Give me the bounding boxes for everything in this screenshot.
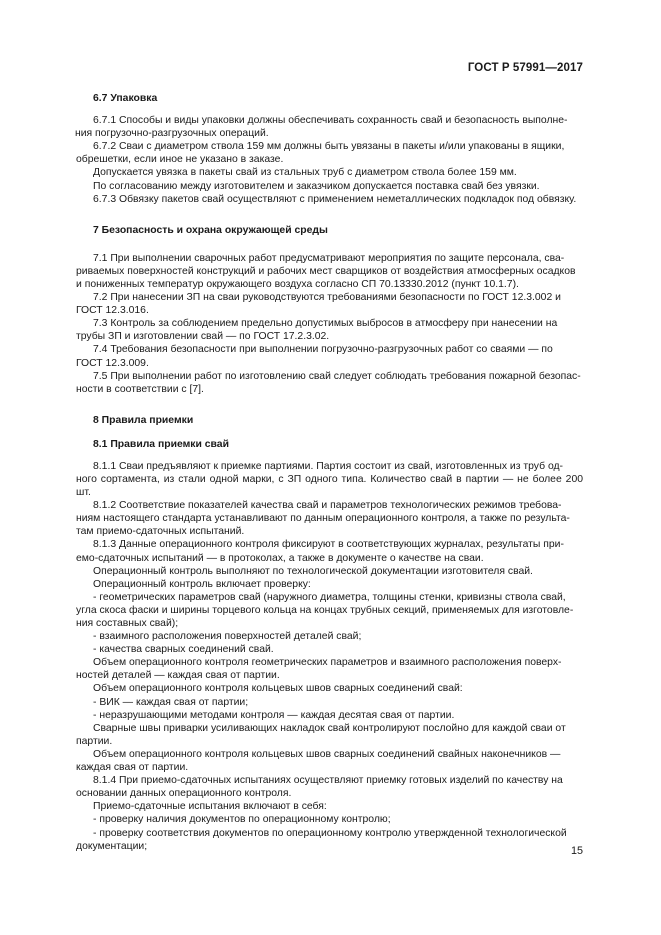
para-line: - проверку соответствия документов по операционному контролю утвержденной технологической bbox=[93, 827, 567, 839]
para-line: ного сортамента, из стали одной марки, с ЗП одного типа. Количество свай в партии — не более 200 шт. bbox=[76, 473, 583, 499]
para-line: ния составных свай); bbox=[76, 618, 179, 629]
para-line: 8.1.4 При приемо-сдаточных испытаниях осуществляют приемку готовых изделий по качеству на bbox=[93, 775, 563, 787]
para-line: 8.1.3 Данные операционного контроля фиксируют в соответствующих журналах, результаты при- bbox=[93, 539, 564, 551]
para-line: 7.1 При выполнении сварочных работ предусматривают мероприятия по защите персонала, сва- bbox=[93, 252, 565, 264]
para-line: 7.4 Требования безопасности при выполнении погрузочно-разгрузочных работ со сваями — по bbox=[93, 344, 553, 356]
section-7-heading: 7 Безопасность и охрана окружающей среды bbox=[93, 224, 328, 236]
para-line: партии. bbox=[76, 735, 113, 747]
para-line: ностей деталей — каждая свая от партии. bbox=[76, 670, 280, 682]
para-line: 8.1.2 Соответствие показателей качества свай и параметров технологических режимов требова- bbox=[93, 500, 562, 512]
para-line: обрешетки, если иное не указано в заказе. bbox=[76, 154, 284, 166]
para-line: Приемо-сдаточные испытания включают в себя: bbox=[93, 801, 327, 813]
para-line bbox=[76, 114, 583, 127]
para-line: 7.3 Контроль за соблюдением предельно допустимых выбросов в атмосферу при нанесении на bbox=[93, 318, 558, 330]
para-line: - проверку наличия документов по операционному контролю; bbox=[93, 814, 391, 826]
para-line: ния погрузочно-разгрузочных операций. bbox=[75, 128, 269, 140]
para-line: По согласованию между изготовителем и заказчиком допускается поставка свай без увязки. bbox=[93, 180, 540, 192]
para-line: ниям настоящего стандарта устанавливают по данным операционного контроля, а также по результа- bbox=[76, 513, 570, 525]
para-line: ГОСТ 12.3.016. bbox=[76, 305, 149, 317]
section-6-7-heading: 6.7 Упаковка bbox=[93, 93, 158, 104]
para-line: 6.7.2 Сваи с диаметром ствола 159 мм должны быть увязаны в пакеты и/или упакованы в ящики, bbox=[93, 141, 565, 153]
para-line: - неразрушающими методами контроля — каждая десятая свая от партии. bbox=[93, 709, 455, 721]
para-line: Объем операционного контроля геометрических параметров и взаимного расположения поверх- bbox=[93, 657, 562, 669]
para-line: Объем операционного контроля кольцевых швов сварных соединений свайных наконечников — bbox=[93, 748, 561, 760]
para-line: - геометрических параметров свай (наружного диаметра, толщины стенки, кривизны ствола свай, bbox=[93, 591, 566, 603]
para-line: документации; bbox=[76, 840, 148, 852]
document-body bbox=[76, 92, 583, 853]
para-line: основании данных операционного контроля. bbox=[76, 788, 292, 800]
para-line: Операционный контроль выполняют по технологической документации изготовителя свай. bbox=[93, 565, 533, 577]
para-line: Объем операционного контроля кольцевых швов сварных соединений свай: bbox=[93, 683, 463, 695]
text: 6.7.1 Способы и виды упаковки должны обеспечивать сохранность свай и безопасность выполне- bbox=[93, 115, 568, 127]
para-line: 6.7.3 Обвязку пакетов свай осуществляют с применением неметаллических подкладок под обвязку. bbox=[93, 193, 577, 205]
para-line: там приемо-сдаточных испытаний. bbox=[76, 526, 245, 538]
para-line: ГОСТ 12.3.009. bbox=[76, 357, 149, 369]
para-line: Операционный контроль включает проверку: bbox=[93, 578, 311, 590]
para-line: ности в соответствии с [7]. bbox=[76, 383, 204, 395]
section-8-1-heading: 8.1 Правила приемки свай bbox=[93, 438, 229, 450]
page-number: 15 bbox=[570, 845, 583, 857]
para-line: Сварные швы приварки усиливающих накладок свай контролируют послойно для каждой сваи от bbox=[93, 722, 566, 734]
para-line: 7.5 При выполнении работ по изготовлению свай следует соблюдать требования пожарной безопас- bbox=[93, 370, 581, 382]
standard-code: ГОСТ Р 57991—2017 bbox=[467, 62, 583, 74]
para-line: каждая свая от партии. bbox=[76, 762, 189, 774]
para-line: риваемых поверхностей конструкций и рабочих мест сварщиков от воздействия атмосферных осадков bbox=[76, 265, 576, 277]
para-line: - качества сварных соединений свай. bbox=[93, 644, 274, 656]
section-8-body bbox=[76, 460, 583, 853]
para-line: 7.2 При нанесении ЗП на сваи руководствуются требованиями безопасности по ГОСТ 12.3.002 и bbox=[93, 292, 561, 304]
para-line: - ВИК — каждая свая от партии; bbox=[93, 696, 249, 708]
para-line: - взаимного расположения поверхностей деталей свай; bbox=[93, 631, 362, 643]
para-line: 8.1.1 Сваи предъявляют к приемке партиями. Партия состоит из свай, изготовленных из труб од- bbox=[93, 460, 564, 472]
section-8-heading: 8 Правила приемки bbox=[93, 414, 194, 426]
para-line: угла скоса фаски и ширины торцевого кольца на концах трубных секций, применяемых для изготовле- bbox=[76, 604, 574, 616]
para-line: Допускается увязка в пакеты свай из стальных труб с диаметром ствола более 159 мм. bbox=[93, 167, 517, 179]
para-line: емо-сдаточных испытаний — в протоколах, а также в документе о качестве на сваи. bbox=[76, 552, 484, 564]
para-line: трубы ЗП и изготовлении свай — по ГОСТ 17.2.3.02. bbox=[76, 331, 330, 343]
para-line: и пониженных температур окружающего воздуха согласно СП 70.13330.2012 (пункт 10.1.7). bbox=[76, 278, 519, 290]
